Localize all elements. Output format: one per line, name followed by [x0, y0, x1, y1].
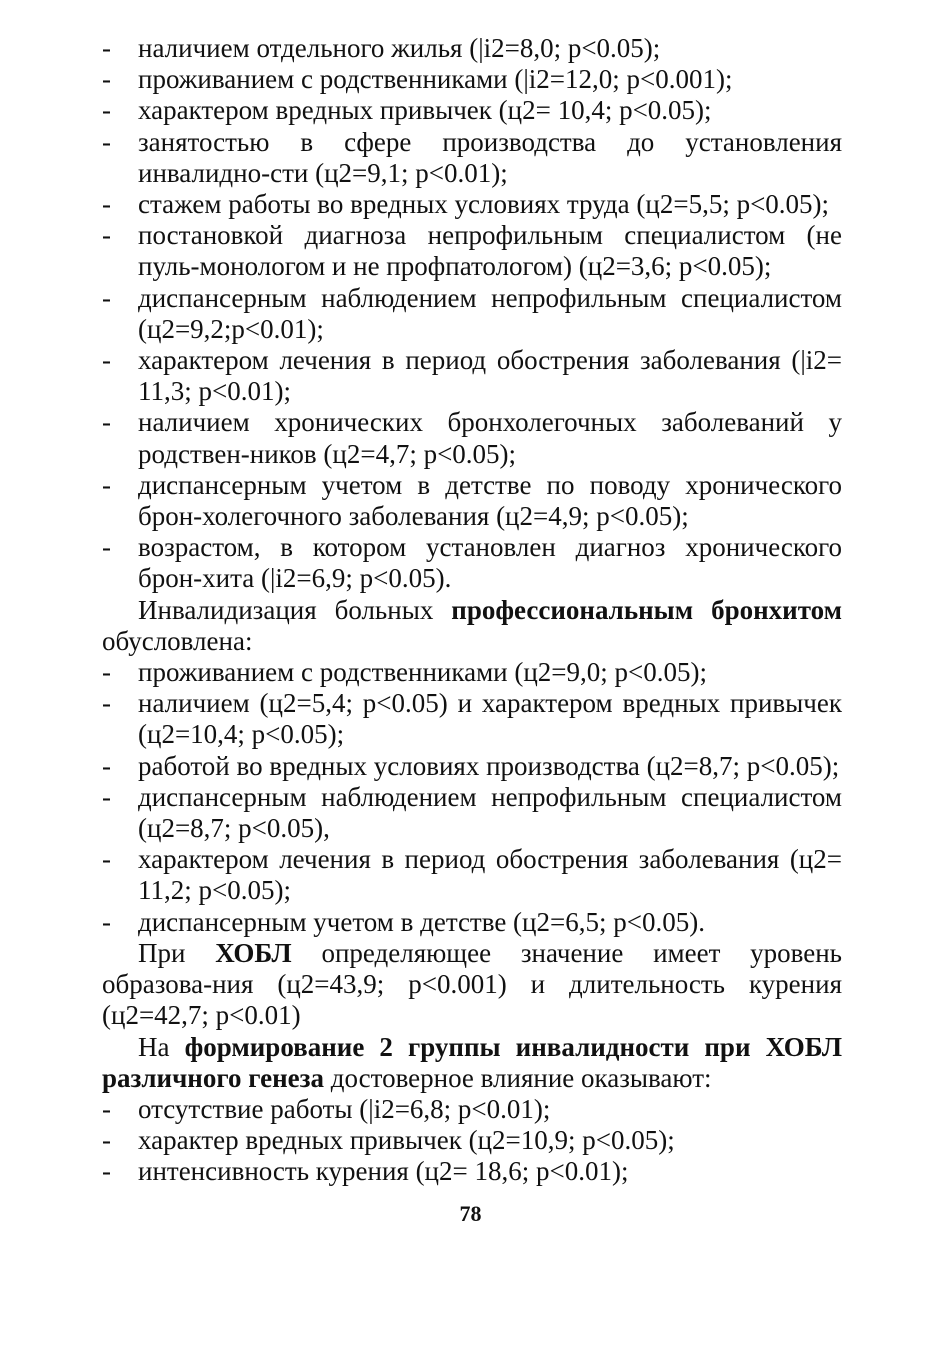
list-dash: - — [102, 1156, 111, 1187]
list-item — [102, 688, 842, 750]
list-item — [102, 189, 842, 220]
page-number: 78 — [459, 1201, 482, 1226]
list-item-text: диспансерным наблюдением непрофильным специалистом (ц2=8,7; p<0.05), — [138, 781, 842, 844]
list-item — [102, 782, 842, 844]
list-dash: - — [102, 345, 111, 376]
list-dash: - — [102, 844, 111, 875]
list-item-text: стажем работы во вредных условиях труда (ц2=5,5; p<0.05); — [138, 189, 830, 220]
list-dash: - — [102, 469, 111, 500]
paragraph-text: обусловлена: — [102, 625, 253, 656]
factor-list-chronic-bronchitis — [102, 33, 842, 595]
list-dash: - — [102, 688, 111, 719]
list-item-text: диспансерным учетом в детстве по поводу хронического брон-холегочного заболевания (ц2=4,9; p<0.05); — [138, 469, 842, 532]
list-item-text: характером лечения в период обострения заболевания (|i2= 11,3; p<0.01); — [138, 345, 842, 407]
list-dash: - — [102, 189, 111, 220]
list-dash: - — [102, 407, 111, 438]
list-item — [102, 470, 842, 532]
list-dash: - — [102, 781, 111, 812]
paragraph-bold-text: профессиональным бронхитом — [451, 594, 842, 625]
list-dash: - — [102, 64, 111, 95]
paragraph-text: Инвалидизация больных — [138, 594, 452, 625]
list-item-text: проживанием с родственниками (|i2=12,0; p<0.001); — [138, 64, 733, 95]
list-item-text: характером лечения в период обострения заболевания (ц2= 11,2; p<0.05); — [138, 844, 842, 906]
list-item — [102, 283, 842, 345]
list-item — [102, 220, 842, 282]
list-item — [102, 33, 842, 64]
list-item-text: наличием хронических бронхолегочных заболеваний у родствен-ников (ц2=4,7; p<0.05); — [138, 407, 842, 469]
list-item-text: характер вредных привычек (ц2=10,9; p<0.05); — [138, 1125, 675, 1156]
paragraph-professional-bronchitis — [102, 595, 842, 657]
list-item — [102, 127, 842, 189]
list-item-text: характером вредных привычек (ц2= 10,4; p<0.05); — [138, 95, 712, 126]
list-item-text: отсутствие работы (|i2=6,8; p<0.01); — [138, 1093, 551, 1124]
list-item — [102, 751, 842, 782]
list-item — [102, 1156, 842, 1187]
factor-list-professional-bronchitis — [102, 657, 842, 938]
paragraph-bold-text: формирование 2 группы инвалидности при ХОБЛ различного генеза — [102, 1031, 842, 1093]
list-item — [102, 64, 842, 95]
list-item — [102, 1125, 842, 1156]
list-item — [102, 407, 842, 469]
list-item-text: диспансерным учетом в детстве (ц2=6,5; p<0.05). — [138, 906, 705, 937]
list-item-text: наличием (ц2=5,4; p<0.05) и характером вредных привычек (ц2=10,4; p<0.05); — [138, 688, 842, 750]
list-dash: - — [102, 282, 111, 313]
page-content — [102, 33, 842, 1188]
list-dash: - — [102, 906, 111, 937]
list-item-text: интенсивность курения (ц2= 18,6; p<0.01); — [138, 1156, 629, 1187]
list-dash: - — [102, 126, 111, 157]
list-dash: - — [102, 1093, 111, 1124]
list-item-text: работой во вредных условиях производства (ц2=8,7; p<0.05); — [138, 750, 840, 781]
list-item — [102, 95, 842, 126]
paragraph-copd — [102, 938, 842, 1032]
list-dash: - — [102, 33, 111, 63]
paragraph-text: достоверное влияние оказывают: — [323, 1062, 712, 1093]
list-item — [102, 844, 842, 906]
list-item — [102, 1094, 842, 1125]
list-item-text: наличием отдельного жилья (|i2=8,0; p<0.05); — [138, 33, 661, 63]
list-item — [102, 907, 842, 938]
list-item-text: диспансерным наблюдением непрофильным специалистом (ц2=9,2;p<0.01); — [138, 282, 842, 344]
list-dash: - — [102, 95, 111, 126]
list-item-text: возрастом, в котором установлен диагноз хронического брон-хита (|i2=6,9; p<0.05). — [138, 532, 842, 594]
list-dash: - — [102, 220, 111, 251]
list-item-text: постановкой диагноза непрофильным специалистом (не пуль-монологом и не профпатологом) (ц2=3,6; p<0.05); — [138, 220, 842, 282]
list-item — [102, 532, 842, 594]
list-item — [102, 345, 842, 407]
paragraph-text: определяющее значение имеет уровень образова-ния (ц2=43,9; p<0.001) и длительность курения (ц2=42,7; p<0.01) — [102, 937, 842, 1031]
paragraph-disability-group-2 — [102, 1032, 842, 1094]
list-item — [102, 657, 842, 688]
paragraph-text: При — [138, 937, 216, 968]
list-dash: - — [102, 657, 111, 688]
list-item-text: занятостью в сфере производства до установления инвалидно-сти (ц2=9,1; p<0.01); — [138, 126, 842, 188]
list-dash: - — [102, 750, 111, 781]
paragraph-bold-text: ХОБЛ — [215, 937, 292, 968]
factor-list-copd-group-2 — [102, 1094, 842, 1188]
paragraph-text: На — [138, 1031, 185, 1062]
list-item-text: проживанием с родственниками (ц2=9,0; p<0.05); — [138, 657, 707, 688]
list-dash: - — [102, 1125, 111, 1156]
list-dash: - — [102, 532, 111, 563]
